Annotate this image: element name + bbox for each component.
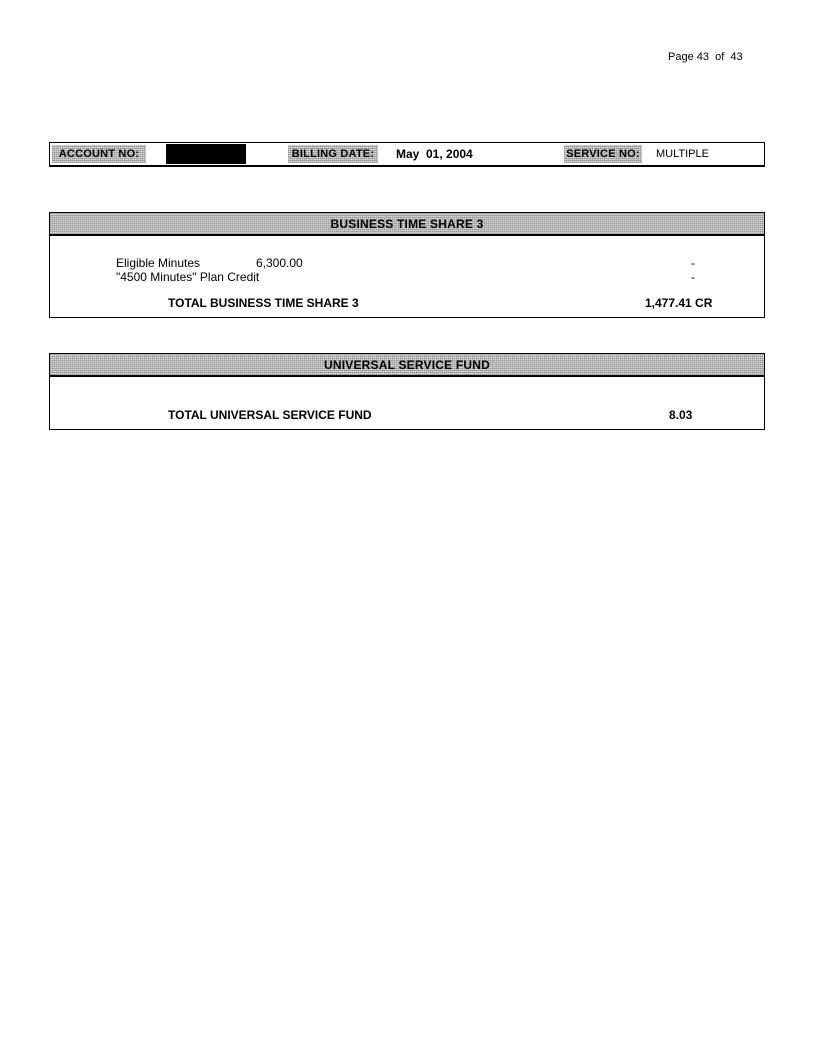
service-number-label: SERVICE NO: (564, 145, 642, 163)
eligible-minutes-value: 6,300.00 (256, 256, 303, 270)
account-header (49, 142, 765, 167)
plan-credit-amount: - (691, 270, 695, 284)
universal-service-fund-section (49, 377, 765, 430)
universal-service-fund-title-bar (49, 353, 765, 377)
billing-date-value: May 01, 2004 (396, 147, 473, 161)
business-time-share-total-label: TOTAL BUSINESS TIME SHARE 3 (168, 296, 359, 310)
service-number-value: MULTIPLE (656, 148, 709, 160)
business-time-share-total-value: 1,477.41 CR (645, 296, 713, 310)
business-time-share-title-bar (49, 212, 765, 236)
account-number-label: ACCOUNT NO: (52, 145, 146, 163)
billing-date-label: BILLING DATE: (288, 145, 378, 163)
business-time-share-title: BUSINESS TIME SHARE 3 (330, 217, 484, 231)
eligible-minutes-label: Eligible Minutes (116, 256, 201, 270)
universal-service-fund-title: UNIVERSAL SERVICE FUND (324, 358, 490, 372)
account-number-redacted (166, 144, 246, 164)
page-number: Page 43 of 43 (668, 51, 743, 63)
universal-service-fund-total-value: 8.03 (669, 408, 693, 422)
universal-service-fund-total-label: TOTAL UNIVERSAL SERVICE FUND (168, 408, 372, 422)
plan-credit-label: "4500 Minutes" Plan Credit (116, 270, 260, 284)
eligible-minutes-amount: - (691, 256, 695, 270)
